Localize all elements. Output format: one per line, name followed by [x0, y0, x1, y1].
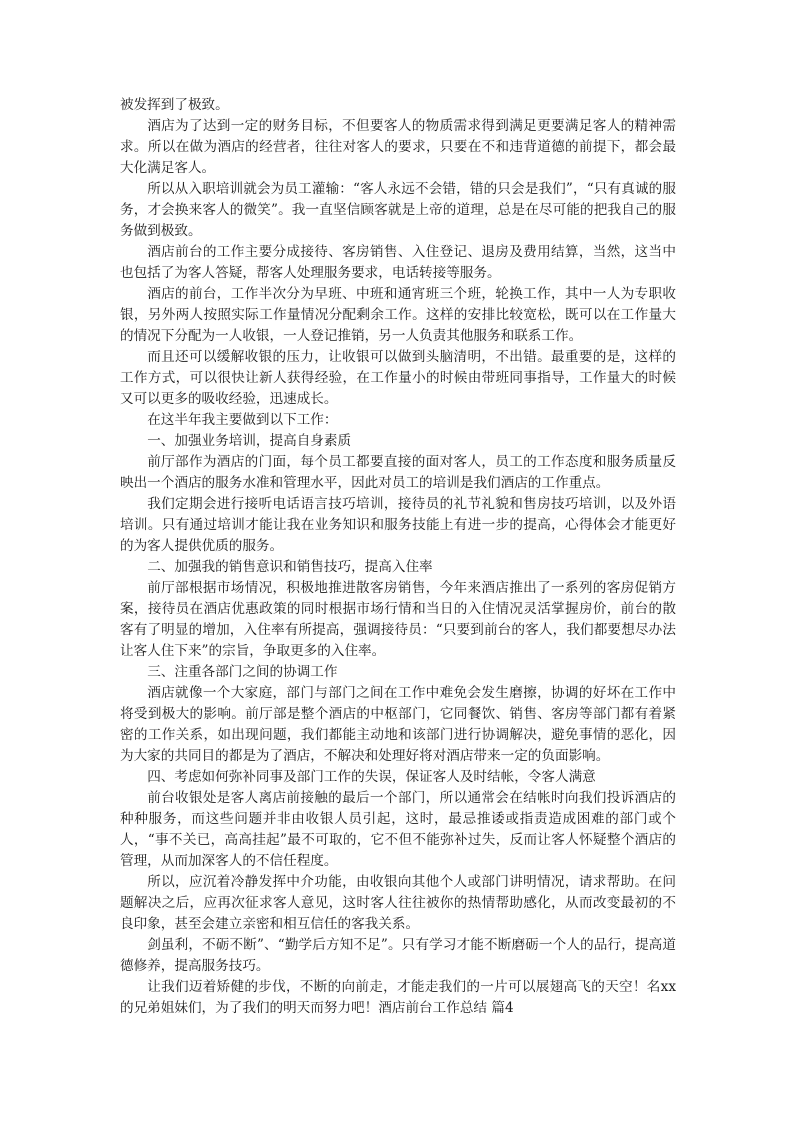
paragraph: 前厅部根据市场情况，积极地推进散客房销售，今年来酒店推出了一系列的客房促销方案，接待员在酒店优惠政策的同时根据市场行情和当日的入住情况灵活掌握房价，前台的散客有了明显的增加，入住率有所提高，强调接待员：“只要到前台的客人，我们都要想尽办法让客人住下来”的宗旨，争取更多的入住率。: [120, 580, 676, 659]
section-heading: 四、考虑如何弥补同事及部门工作的失误，保证客人及时结帐，令客人满意: [147, 769, 596, 785]
paragraph: 酒店为了达到一定的财务目标，不但要客人的物质需求得到满足更要满足客人的精神需求。所以在做为酒店的经营者，往往对客人的要求，只要在不和违背道德的前提下，都会最大化满足客人。: [120, 118, 676, 176]
section-heading: 三、注重各部门之间的协调工作: [147, 664, 338, 680]
paragraph: 在这半年我主要做到以下工作：: [147, 412, 338, 428]
paragraph: 剑虽利，不砺不断”、“勤学后方知不足”。只有学习才能不断磨砺一个人的品行，提高道德修养，提高服务技巧。: [120, 937, 676, 974]
paragraph: 酒店前台的工作主要分成接待、客房销售、入住登记、退房及费用结算，当然，这当中也包括了为客人答疑，帮客人处理服务要求，电话转接等服务。: [120, 244, 676, 281]
paragraph: 我们定期会进行接听电话语言技巧培训，接待员的礼节礼貌和售房技巧培训，以及外语培训。只有通过培训才能让我在业务知识和服务技能上有进一步的提高，心得体会才能更好的为客人提供优质的服务。: [120, 496, 676, 554]
paragraph: 所以从入职培训就会为员工灌输：“客人永远不会错，错的只会是我们”，“只有真诚的服务，才会换来客人的微笑”。我一直坚信顾客就是上帝的道理，总是在尽可能的把我自己的服务做到极致。: [120, 181, 676, 239]
section-heading: 二、加强我的销售意识和销售技巧，提高入住率: [147, 559, 433, 575]
paragraph: 而且还可以缓解收银的压力，让收银可以做到头脑清明，不出错。最重要的是，这样的工作方式，可以很快让新人获得经验，在工作量小的时候由带班同事指导，工作量大的时候又可以更多的吸收经验，迅速成长。: [120, 349, 676, 407]
paragraph: 让我们迈着矫健的步伐，不断的向前走，才能走我们的一片可以展翅高飞的天空！名xx的兄弟姐妹们，为了我们的明天而努力吧！酒店前台工作总结 篇4: [120, 979, 676, 1016]
paragraph: 酒店就像一个大家庭，部门与部门之间在工作中难免会发生磨擦，协调的好坏在工作中将受到极大的影响。前厅部是整个酒店的中枢部门，它同餐饮、销售、客房等部门都有着紧密的工作关系，如出现问题，我们都能主动地和该部门进行协调解决，避免事情的恶化，因为大家的共同目的都是为了酒店，不解决和处理好将对酒店带来一定的负面影响。: [120, 685, 676, 764]
paragraph: 酒店的前台，工作半次分为早班、中班和通宵班三个班，轮换工作，其中一人为专职收银，另外两人按照实际工作量情况分配剩余工作。这样的安排比较宽松，既可以在工作量大的情况下分配为一人收银，一人登记推销，另一人负责其他服务和联系工作。: [120, 286, 676, 344]
paragraph: 前厅部作为酒店的门面，每个员工都要直接的面对客人，员工的工作态度和服务质量反映出一个酒店的服务水准和管理水平，因此对员工的培训是我们酒店的工作重点。: [120, 454, 676, 491]
paragraph: 被发挥到了极致。: [120, 97, 229, 113]
paragraph: 所以，应沉着冷静发挥中介功能，由收银向其他个人或部门讲明情况，请求帮助。在问题解决之后，应再次征求客人意见，这时客人往往被你的热情帮助感化，从而改变最初的不良印象，甚至会建立亲密和相互信任的客我关系。: [120, 874, 676, 932]
section-heading: 一、加强业务培训，提高自身素质: [147, 433, 352, 449]
paragraph: 前台收银处是客人离店前接触的最后一个部门，所以通常会在结帐时向我们投诉酒店的种种服务，而这些问题并非由收银人员引起，这时，最忌推诿或指责造成困难的部门或个人，“事不关已，高高挂起”最不可取的，它不但不能弥补过失，反而让客人怀疑整个酒店的管理，从而加深客人的不信任程度。: [120, 790, 676, 869]
